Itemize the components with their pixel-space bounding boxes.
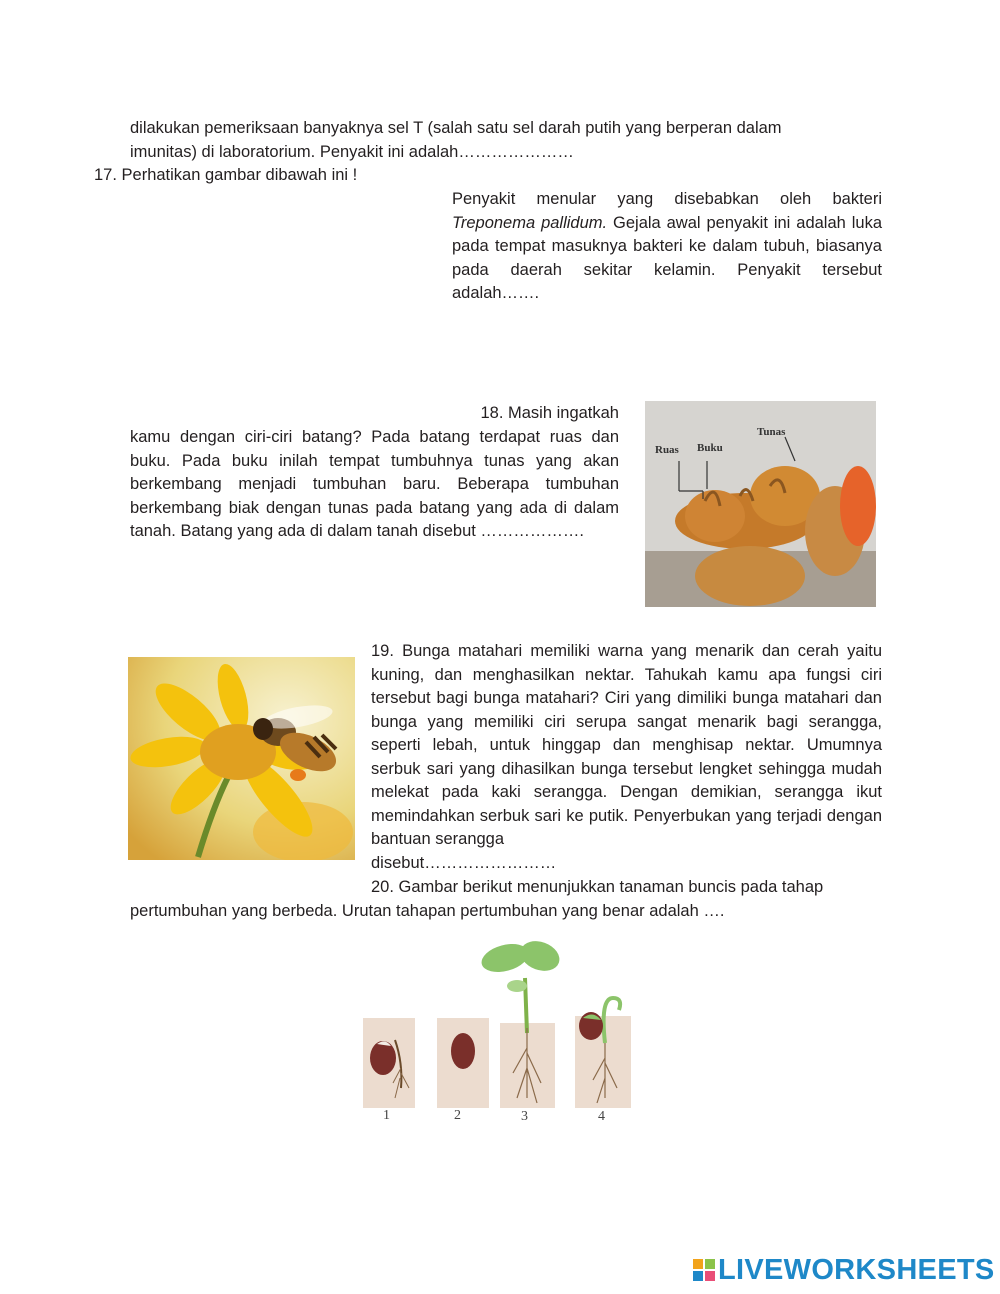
stage-label-3: 3 [521, 1109, 528, 1124]
q17-text [452, 188, 882, 306]
q17-italic-species: Treponema pallidum. [452, 213, 608, 232]
label-ruas: Ruas [655, 444, 679, 456]
q20-first-line: 20. Gambar berikut menunjukkan tanaman buncis pada tahap [371, 878, 824, 896]
liveworksheets-logo [693, 1252, 993, 1288]
q20-second-line: pertumbuhan yang berbeda. Urutan tahapan pertumbuhan yang benar adalah …. [130, 902, 725, 920]
q17-heading: 17. Perhatikan gambar dibawah ini ! [94, 166, 358, 184]
q18-body: kamu dengan ciri-ciri batang? Pada batang terdapat ruas dan buku. Pada buku inilah tempat tumbuhnya tunas yang akan berkembang menjadi tumbuhan baru. Beberapa tumbuhan berkembang biak dengan tunas pada batang yang ada di dalam tanah. Batang yang ada di dalam tanah disebut ………………. [130, 428, 619, 540]
stage-label-4: 4 [598, 1109, 605, 1124]
q19-last-line: disebut…………………… [371, 854, 557, 872]
q17-text-before: Penyakit menular yang disebabkan oleh bakteri [452, 190, 882, 208]
q16-line-1: dilakukan pemeriksaan banyaknya sel T (salah satu sel darah putih yang berperan dalam [130, 119, 782, 137]
bee-on-flower-image [128, 657, 355, 860]
logo-text: LIVEWORKSHEETS [718, 1254, 995, 1286]
q16-line-2: imunitas) di laboratorium. Penyakit ini adalah………………… [130, 143, 574, 161]
stage-label-1: 1 [383, 1108, 390, 1123]
turmeric-rhizome-image [645, 401, 876, 607]
bean-growth-stages-image [355, 938, 640, 1133]
logo-blocks-icon [693, 1259, 715, 1281]
q19-body: 19. Bunga matahari memiliki warna yang menarik dan cerah yaitu kuning, dan menghasilkan nektar. Tahukah kamu apa fungsi ciri tersebut bagi bunga matahari? Ciri yang dimiliki bunga matahari dan bunga yang memiliki ciri serupa sangat menarik bagi serangga, seperti lebah, untuk hinggap dan menghisap nektar. Umumnya serbuk sari yang dihasilkan bunga tersebut lengket sehingga mudah melekat pada kaki serangga. Dengan demikian, serangga ikut memindahkan serbuk sari ke putik. Penyerbukan yang terjadi dengan bantuan serangga [371, 642, 882, 848]
q18-first-line: 18. Masih ingatkah [480, 404, 619, 422]
label-buku: Buku [697, 442, 723, 454]
stage-label-2: 2 [454, 1108, 461, 1123]
label-tunas: Tunas [757, 426, 786, 438]
q17-text-after: Gejala awal penyakit ini adalah luka pada tempat masuknya bakteri ke dalam tubuh, biasanya pada daerah sekitar kelamin. Penyakit tersebut adalah……. [452, 213, 882, 302]
